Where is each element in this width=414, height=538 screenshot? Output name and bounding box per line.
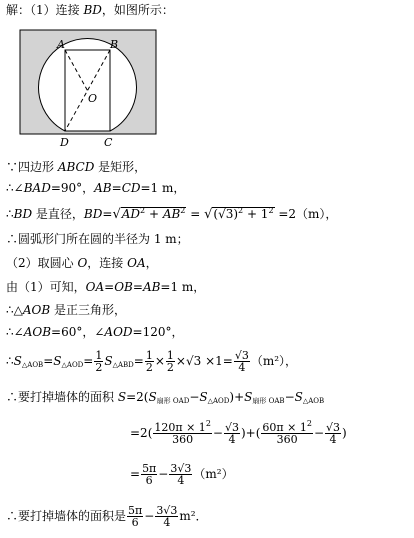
- line-right-angle: ∴∠BAD=90°，AB=CD=1 m，: [6, 181, 186, 195]
- line-radius: ∴圆弧形门所在圆的半径为 1 m；: [6, 232, 189, 246]
- label-b: B: [110, 38, 119, 51]
- line-rectangle: ∵四边形 ABCD 是矩形，: [6, 160, 147, 174]
- line-diameter: ∴BD 是直径，$BD=√AD^2 + AB^2 = √(√3)^2 + 1^2 =2(m)$，: [6, 206, 338, 222]
- line-equal-sides: 由（1）可知，OA=OB=AB=1 m，: [6, 280, 206, 294]
- label-d: D: [60, 136, 69, 149]
- line-part2: （2）取圆心 O，连接 OA，: [6, 256, 158, 270]
- label-c: C: [104, 136, 113, 149]
- line-equilateral: ∴△AOB 是正三角形，: [6, 303, 127, 317]
- line-conclusion: ∴要打掉墙体的面积是 $\frac{5\pi}{6}$ − $\frac{3√3}{4}$ m²．: [6, 504, 208, 529]
- line-triangle-area: $\therefore S_{\triangle AOB}=S_{\triangle AOD}=$ $\frac{1}{2}$ $S_{\triangle ABD}=$ $\frac{1}{2}$ × $\frac{1}{2}$ ×√3 ×1= $\frac{√3}{4}$ （m²），: [6, 349, 298, 374]
- solution-intro: 解：（1）连接 BD，如图所示：: [6, 3, 174, 17]
- line-area-substitution: =2( $\frac{120\pi \times 1^2}{360}$ − $\frac{√3}{4}$ )+( $\frac{60\pi \times 1^2}{360}$ − $\frac{√3}{4}$ ): [130, 419, 347, 446]
- line-area-formula: ∴要打掉墙体的面积 $S=2(S_{扇形 OAD}-S_{\triangle AOD})+S_{扇形 OAB}-S_{\triangle AOB}$: [6, 390, 325, 405]
- label-a: A: [57, 38, 65, 51]
- label-o: O: [88, 92, 98, 105]
- line-angles: ∴∠AOB=60°，∠AOD=120°，: [6, 325, 184, 339]
- line-area-result: = $\frac{5\pi}{6}$ − $\frac{3√3}{4}$ （m²）: [130, 462, 234, 487]
